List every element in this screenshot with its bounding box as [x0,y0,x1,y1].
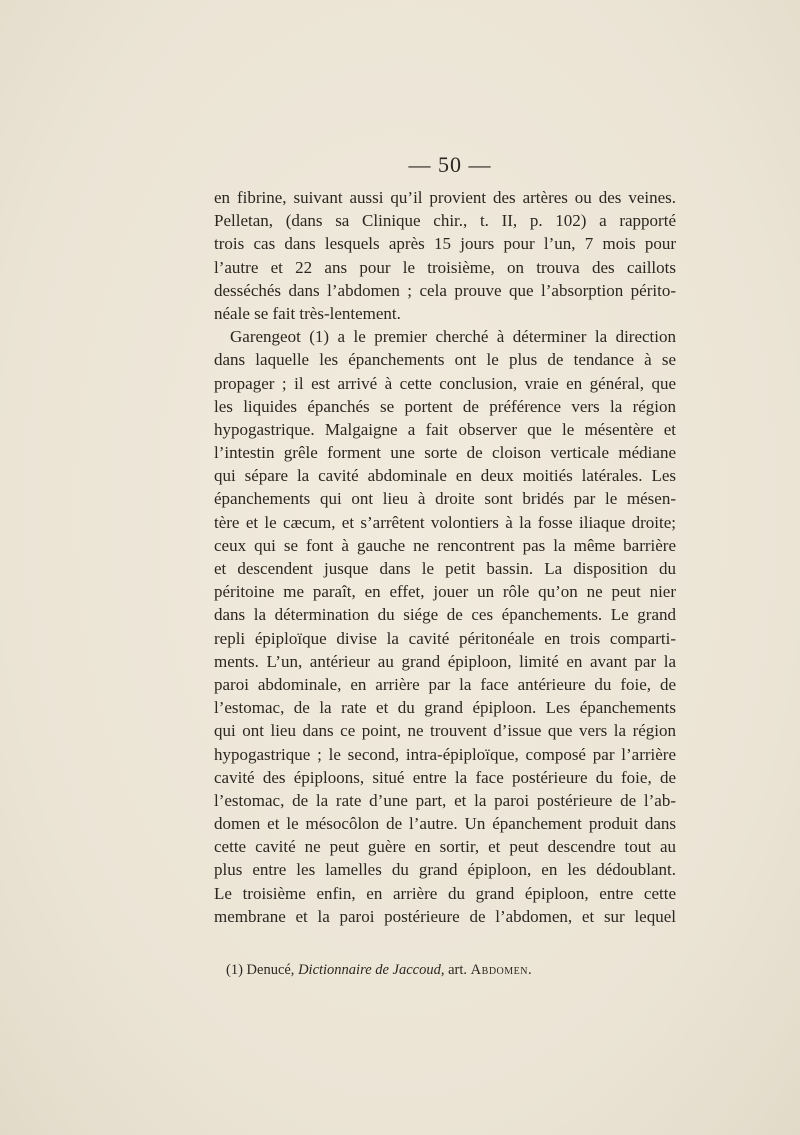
text-line: Pelletan, (dans sa Clinique chir., t. II, p. 102) a rapporté [214,211,676,231]
text-line: l’autre et 22 ans pour le troisième, on trouva des caillots [214,257,676,277]
text-line: dans laquelle les épanchements ont le plus de tendance à se [214,350,676,370]
footnote [226,962,686,979]
text-line: l’estomac, de la rate d’une part, et la paroi postérieure de l’ab- [214,790,676,810]
paragraph-2 [214,325,676,928]
text-line: desséchés dans l’abdomen ; cela prouve que l’absorption périto- [214,280,676,300]
text-line: cette cavité ne peut guère en sortir, et peut descendre tout au [214,837,676,857]
text-line: domen et le mésocôlon de l’autre. Un épanchement produit dans [214,814,676,834]
text-line: et descendent jusque dans le petit bassin. La disposition du [214,559,676,578]
text-line: dans la détermination du siége de ces épanchements. Le grand [214,605,676,625]
text-line: ments. L’un, antérieur au grand épiploon, limité en avant par la [214,651,676,671]
footnote-term: Abdomen. [470,962,533,978]
text-line: repli épiploïque divise la cavité péritonéale en trois comparti- [214,628,676,648]
text-line: l’estomac, de la rate et du grand épiploon. Les épanchements [214,698,676,718]
text-line: néale se fait très-lentement. [214,303,401,323]
text-line: Garengeot (1) a le premier cherché à déterminer la direction [230,327,676,347]
footnote-marker: (1) Denucé, [226,962,295,978]
text-line: hypogastrique. Malgaigne a fait observer que le mésentère et [214,419,676,439]
footnote-rest: art. [448,962,468,978]
paragraph-1 [214,186,676,325]
text-line: l’intestin grêle forment une sorte de cloison verticale médiane [214,443,676,463]
text-line: hypogastrique ; le second, intra-épiploïque, composé par l’arrière [214,744,676,764]
text-line: trois cas dans lesquels après 15 jours pour l’un, 7 mois pour [214,234,676,254]
text-line: cavité des épiploons, situé entre la face postérieure du foie, de [214,767,676,787]
footnote-title: Dictionnaire de Jaccoud, [298,962,445,978]
body-text [214,186,676,928]
text-line: tère et le cæcum, et s’arrêtent volontiers à la fosse iliaque droite; [214,512,676,532]
page-number: — 50 — [408,152,492,177]
text-line: péritoine me paraît, en effet, jouer un rôle qu’on ne peut nier [214,582,676,602]
text-line: en fibrine, suivant aussi qu’il provient des artères ou des veines. [214,188,676,207]
text-line: Le troisième enfin, en arrière du grand épiploon, entre cette [214,883,676,903]
text-line: épanchements qui ont lieu à droite sont bridés par le mésen- [214,489,676,509]
text-line: propager ; il est arrivé à cette conclusion, vraie en général, que [214,373,676,393]
text-line: paroi abdominale, en arrière par la face antérieure du foie, de [214,674,676,694]
text-line: ceux qui se font à gauche ne rencontrent pas la même barrière [214,535,676,555]
text-line: les liquides épanchés se portent de préférence vers la région [214,396,676,416]
text-line: plus entre les lamelles du grand épiploon, en les dédoublant. [214,860,676,880]
text-line: membrane et la paroi postérieure de l’abdomen, et sur lequel [214,906,676,926]
text-line: qui sépare la cavité abdominale en deux moitiés latérales. Les [214,466,676,486]
text-line: qui ont lieu dans ce point, ne trouvent d’issue que vers la région [214,721,676,741]
